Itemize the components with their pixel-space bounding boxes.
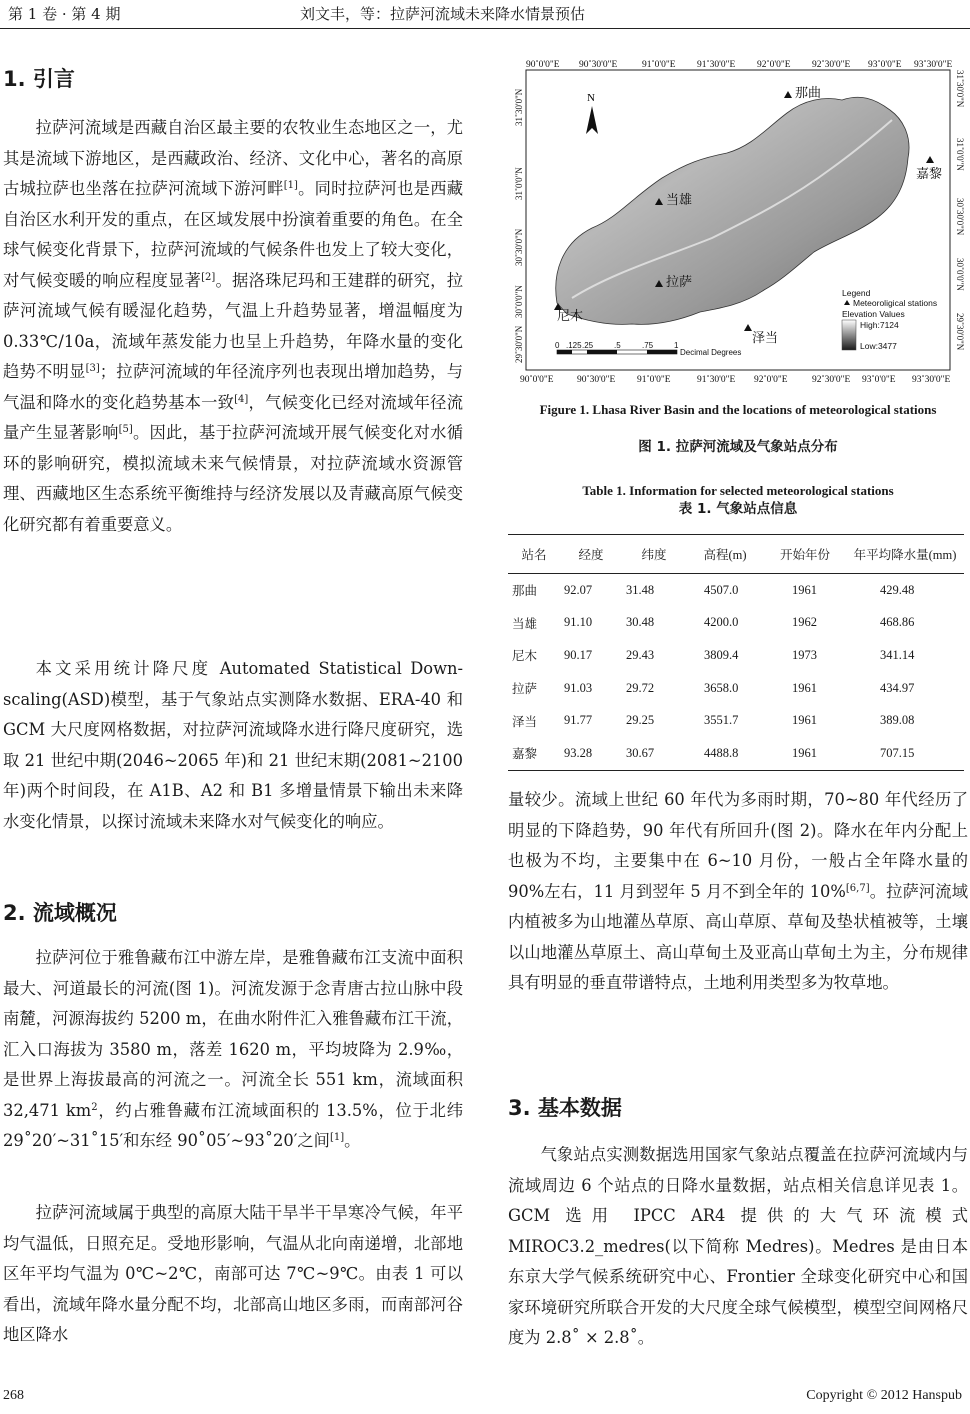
station-label: 拉萨 — [666, 275, 693, 290]
running-header — [0, 0, 970, 30]
bottom-tick: 92˚0'0"E — [754, 375, 788, 384]
table-row: 那曲 92.07 31.48 4507.0 1961 429.48 — [512, 582, 915, 599]
citation-ref: [2] — [201, 271, 216, 283]
section-3-title: 3. 基本数据 — [508, 1096, 622, 1120]
right-tick: 30˚0'0"N — [955, 258, 964, 291]
table-row: 泽当 91.77 29.25 3551.7 1961 389.08 — [512, 713, 915, 729]
top-tick: 91˚30'0"E — [697, 60, 736, 70]
bottom-tick: 91˚0'0"E — [637, 375, 671, 384]
table-header-row — [508, 535, 964, 574]
section-2-para-1: 拉萨河位于雅鲁藏布江中游左岸，是雅鲁藏布江支流中面积最大、河道最长的河流(图 1)。河流发源于念青唐古拉山脉中段南麓，河源海拔约 5200 m，在曲水附件汇入雅鲁藏布江干流，汇入口海拔为 3580 m，落差 1620 m，平均坡降为 2.9‰，是世界上海拔最高的河流之一。河流全长 551 km，流域面积 32,471 $km^2$，约占雅鲁藏布江流域面积的 13.5%，位于北纬 29˚20′~31˚15′和东经 90˚05′~93˚20′之间[1]。 — [3, 948, 464, 1150]
station-label: 尼木 — [557, 309, 584, 324]
left-tick: 31˚0'0"N — [514, 167, 524, 200]
right-tick: 29˚30'0"N — [955, 313, 964, 351]
svg-text:High:7124: High:7124 — [860, 320, 899, 330]
top-tick: 92˚0'0"E — [757, 60, 791, 70]
north-label: N — [587, 92, 595, 104]
col-header: 开始年份 — [764, 535, 846, 574]
figure-1-caption-en: Figure 1. Lhasa River Basin and the locations of meteorological stations — [539, 402, 937, 417]
svg-text:Low:3477: Low:3477 — [860, 341, 897, 351]
figure-1-map — [512, 58, 964, 384]
superscript: 2 — [91, 1101, 98, 1113]
left-tick: 29˚30'0"N — [514, 325, 524, 363]
station-label: 那曲 — [795, 86, 822, 101]
table-row: 尼木 90.17 29.43 3809.4 1973 341.14 — [512, 647, 915, 664]
citation-ref: [1] — [283, 180, 298, 191]
left-tick: 31˚30'0"N — [514, 88, 524, 126]
running-title: 刘文丰，等：拉萨河流域未来降水情景预估 — [300, 5, 586, 23]
section-2-para-2-cont: 量较少。流域上世纪 60 年代为多雨时期，70~80 年代经历了明显的下降趋势，90 年代有所回升(图 2)。降水在年内分配上也极为不均，主要集中在 6~10 月份，一般占全年降水量的 90%左右，11 月到翌年 5 月不到全年的 10%[6,7]。拉萨河流域内植被多为山地灌丛草原、高山草原、草甸及垫状植被等，土壤以山地灌丛草原土、高山草甸土及亚高山草甸土为主，分布规律具有明显的垂直带谱特点，土地利用类型多为牧草地。 — [508, 790, 968, 992]
svg-text:.5: .5 — [614, 341, 621, 350]
citation-ref: [5] — [118, 424, 133, 435]
col-header: 经度 — [560, 535, 622, 574]
citation-ref: [6,7] — [845, 882, 870, 894]
bottom-tick: 90˚0'0"E — [520, 375, 554, 384]
basin-map-svg — [512, 58, 964, 384]
col-header: 高程(m) — [686, 535, 764, 574]
citation-ref: [3] — [85, 363, 100, 374]
copyright: Copyright © 2012 Hanspub — [806, 1388, 962, 1403]
station-label: 当雄 — [666, 193, 693, 208]
svg-text:.125: .125 — [566, 341, 582, 350]
svg-text:Decimal Degrees: Decimal Degrees — [680, 348, 742, 357]
left-tick: 30˚0'0"N — [514, 285, 524, 318]
svg-text:.25: .25 — [582, 341, 594, 350]
top-tick: 90˚0'0"E — [526, 60, 560, 70]
top-tick: 92˚30'0"E — [812, 60, 851, 70]
left-tick: 30˚30'0"N — [514, 228, 524, 266]
table-1-caption-en: Table 1. Information for selected meteorological stations — [582, 483, 894, 498]
top-tick: 90˚30'0"E — [579, 60, 618, 70]
section-1-para-1: 拉萨河流域是西藏自治区最主要的农牧业生态地区之一，尤其是流域下游地区，是西藏政治、经济、文化中心，著名的高原古城拉萨也坐落在拉萨河流域下游河畔[1]。同时拉萨河也是西藏自治区水利开发的重点，在区域发展中扮演着重要的角色。在全球气候变化背景下，拉萨河流域的气候条件也发上了较大变化，对气候变暖的响应程度显著[2]。据洛珠尼玛和王建群的研究，拉萨河流域气候有暖湿化趋势，气温上升趋势显著，增温幅度为 0.33℃/10a，流域年蒸发能力也呈上升趋势，年降水量的变化趋势不明显[3]；拉萨河流域的年径流序列也表现出增加趋势，与气温和降水的变化趋势基本一致[4]，气候变化已经对流域年径流量产生显著影响[5]。因此，基于拉萨河流域开展气候变化对水循环的影响研究，模拟流域未来气候情景，对拉萨流域水资源管理、西藏地区生态系统平衡维持与经济发展以及青藏高原气候变化研究都有着重要意义。 — [3, 118, 463, 534]
section-1-title: 1. 引言 — [3, 67, 75, 91]
figure-1-caption-cn: 图 1. 拉萨河流域及气象站点分布 — [638, 439, 838, 455]
journal-issue: 第 1 卷 · 第 4 期 — [8, 5, 121, 23]
stations-table — [508, 534, 964, 771]
top-tick: 93˚0'0"E — [868, 60, 902, 70]
bottom-tick: 90˚30'0"E — [577, 375, 616, 384]
table-1-caption-cn: 表 1. 气象站点信息 — [678, 501, 798, 517]
svg-text:Elevation Values: Elevation Values — [842, 309, 905, 319]
right-tick: 31˚0'0"N — [955, 138, 964, 171]
svg-text:.75: .75 — [642, 341, 654, 350]
citation-ref: [4] — [234, 393, 249, 405]
svg-text:Meteoroligical stations: Meteoroligical stations — [853, 298, 938, 308]
bottom-tick: 91˚30'0"E — [697, 375, 736, 384]
bottom-tick: 93˚0'0"E — [862, 375, 896, 384]
station-label: 嘉黎 — [916, 167, 943, 182]
section-3-para-1: 气象站点实测数据选用国家气象站点覆盖在拉萨河流域内与流域周边 6 个站点的日降水量数据，站点相关信息详见表 1。GCM 选用 IPCC AR4 提供的大气环流模式 MIROC3.2_medres(以下简称 Medres)。Medres 是由日本东京大学气候系统研究中心、Frontier 全球变化研究中心和国家环境研究所联合开发的大尺度全球气候模型，模型空间网格尺度为 2.8˚ × 2.8˚。 — [508, 1145, 968, 1347]
col-header: 站名 — [508, 535, 560, 574]
col-header: 纬度 — [622, 535, 686, 574]
top-tick: 91˚0'0"E — [642, 60, 676, 70]
citation-ref: [1] — [329, 1132, 345, 1143]
elevation-ramp — [842, 320, 856, 350]
right-tick: 30˚30'0"N — [955, 198, 964, 236]
svg-text:1: 1 — [674, 341, 679, 350]
page-number: 268 — [3, 1388, 24, 1403]
svg-text:0: 0 — [555, 341, 560, 350]
top-tick: 93˚30'0"E — [914, 60, 953, 70]
section-1-para-2: 本文采用统计降尺度 Automated Statistical Down-scaling(ASD)模型，基于气象站点实测降水数据、ERA-40 和 GCM 大尺度网格数据，对拉萨河流域降水进行降尺度研究，选取 21 世纪中期(2046~2065 年)和 21 世纪末期(2081~2100 年)两个时间段，在 A1B、A2 和 B1 多增量情景下输出未来降水变化情景，以探讨流域未来降水对气候变化的响应。 — [3, 659, 463, 831]
station-label: 泽当 — [752, 331, 779, 346]
header-rule — [0, 28, 970, 29]
svg-text:Legend: Legend — [842, 288, 871, 298]
col-header: 年平均降水量(mm) — [846, 535, 964, 574]
table-row: 当雄 91.10 30.48 4200.0 1962 468.86 — [512, 615, 915, 631]
section-2-para-2: 拉萨河流域属于典型的高原大陆干旱半干旱寒冷气候，年平均气温低，日照充足。受地形影响，气温从北向南递增，北部地区年平均气温为 0℃~2℃，南部可达 7℃~9℃。由表 1 可以看出，流域年降水量分配不均，北部高山地区多雨，而南部河谷地区降水 — [3, 1203, 463, 1344]
bottom-tick: 93˚30'0"E — [912, 375, 951, 384]
section-2-title: 2. 流域概况 — [3, 901, 117, 925]
bottom-tick: 92˚30'0"E — [812, 375, 851, 384]
table-row: 拉萨 91.03 29.72 3658.0 1961 434.97 — [512, 680, 915, 697]
table-row: 嘉黎 93.28 30.67 4488.8 1961 707.15 — [508, 737, 964, 770]
right-tick: 31˚30'0"N — [955, 70, 964, 108]
